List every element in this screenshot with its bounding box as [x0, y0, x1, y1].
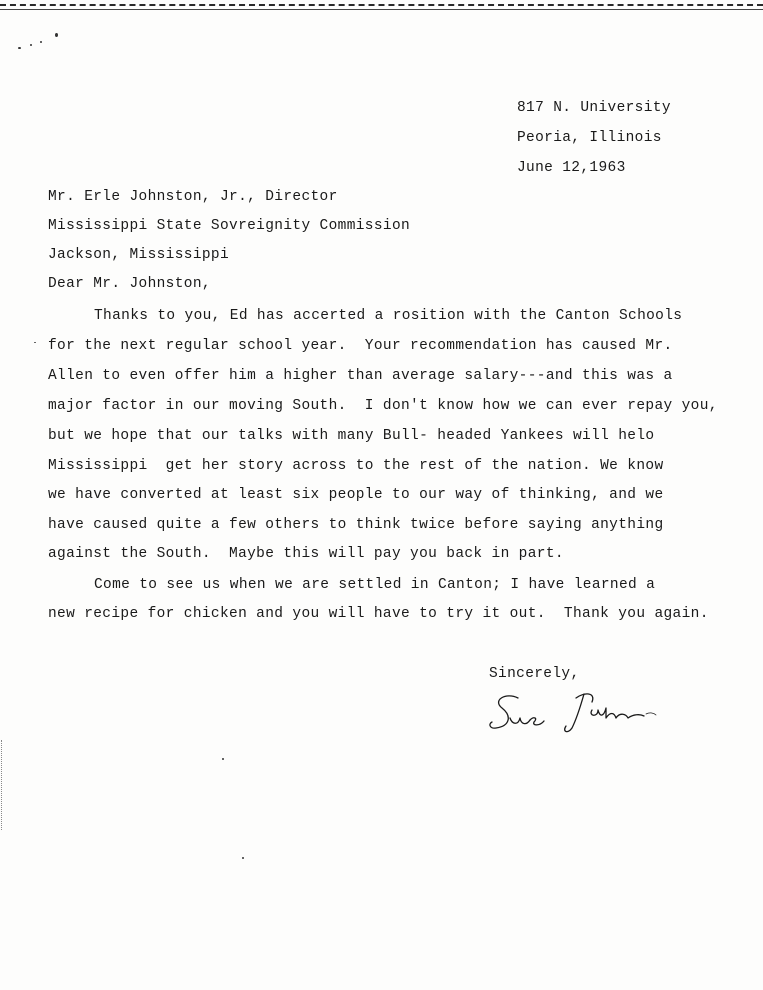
body-line: Allen to even offer him a higher than average salary---and this was a [48, 368, 673, 384]
body-line: we have converted at least six people to our way of thinking, and we [48, 487, 664, 503]
top-edge-line [0, 9, 763, 10]
scan-speck [34, 342, 36, 343]
return-address-street: 817 N. University [517, 100, 671, 116]
body-line: but we hope that our talks with many Bull- headed Yankees will helo [48, 428, 655, 444]
body-line: Come to see us when we are settled in Canton; I have learned a [94, 577, 656, 593]
body-line: for the next regular school year. Your recommendation has caused Mr. [48, 338, 673, 354]
scan-speck [55, 33, 58, 37]
recipient-location: Jackson, Mississippi [48, 247, 230, 263]
scan-speck [40, 41, 42, 43]
scan-speck [30, 44, 32, 46]
handwritten-signature [488, 688, 663, 736]
scan-speck [18, 47, 21, 49]
body-line: Mississippi get her story across to the rest of the nation. We know [48, 458, 664, 474]
body-line: new recipe for chicken and you will have to try it out. Thank you again. [48, 606, 709, 622]
left-margin-mark [1, 740, 2, 830]
recipient-organization: Mississippi State Sovreignity Commission [48, 218, 411, 234]
body-line: major factor in our moving South. I don't know how we can ever repay you, [48, 398, 718, 414]
closing: Sincerely, [489, 666, 580, 682]
scan-speck [222, 758, 224, 760]
salutation: Dear Mr. Johnston, [48, 276, 211, 292]
body-line: against the South. Maybe this will pay you back in part. [48, 546, 564, 562]
body-line: Thanks to you, Ed has accerted a rosition with the Canton Schools [94, 308, 683, 324]
return-address-city: Peoria, Illinois [517, 130, 662, 146]
recipient-name: Mr. Erle Johnston, Jr., Director [48, 189, 338, 205]
body-line: have caused quite a few others to think twice before saying anything [48, 517, 664, 533]
scan-speck [242, 857, 244, 859]
letter-date: June 12,1963 [517, 160, 626, 176]
